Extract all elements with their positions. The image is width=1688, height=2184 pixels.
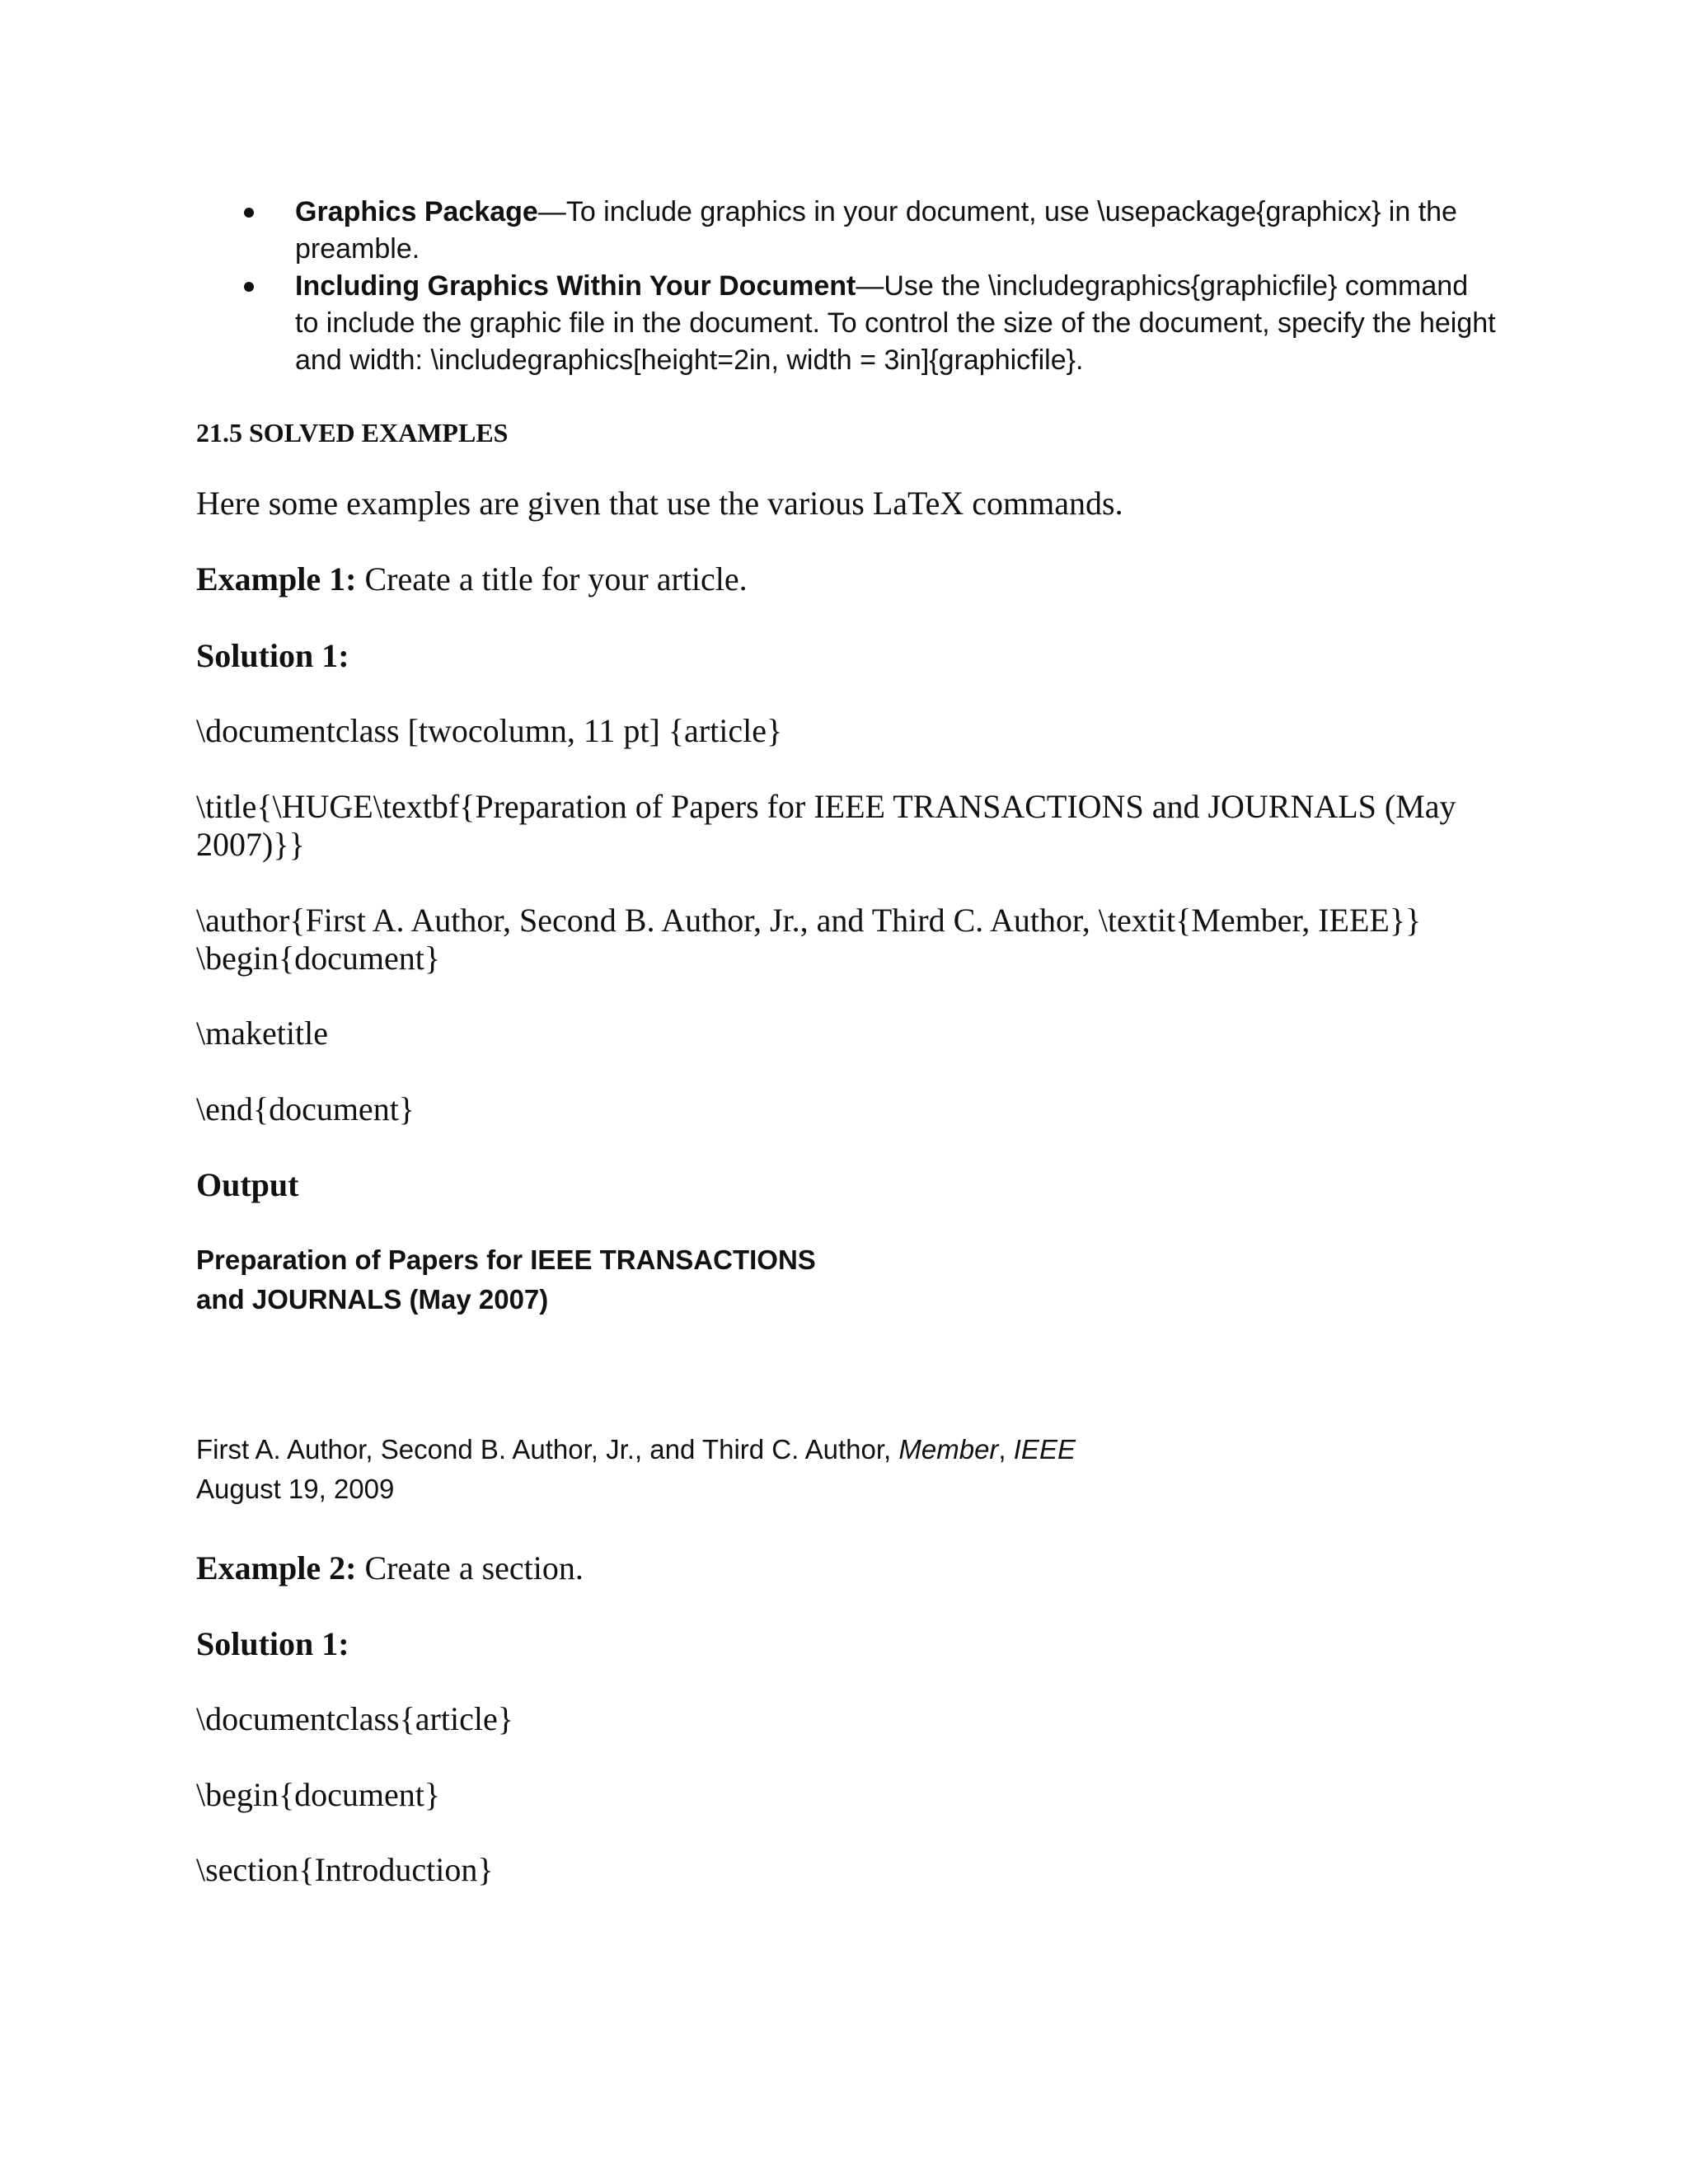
bullet-icon [244, 282, 254, 292]
section-heading: 21.5 SOLVED EXAMPLES [196, 418, 509, 448]
example-text: Create a title for your article. [356, 560, 748, 598]
output-heading: Output [196, 1166, 299, 1203]
code-line: \begin{document} [196, 940, 441, 977]
code-line: \title{\HUGE\textbf{Preparation of Papers for IEEE TRANSACTIONS and JOURNALS (May 2007)}} [196, 788, 1456, 863]
output-title-line: and JOURNALS (May 2007) [196, 1284, 549, 1315]
code-line: \documentclass [twocolumn, 11 pt] {article} [196, 712, 783, 749]
example-2-statement [196, 1549, 584, 1587]
separator-text: , [998, 1434, 1014, 1465]
intro-paragraph: Here some examples are given that use the various LaTeX commands. [196, 485, 1123, 522]
code-line: \begin{document} [196, 1776, 441, 1813]
code-line: \author{First A. Author, Second B. Author, Jr., and Third C. Author, \textit{Member, IEEE}} [196, 902, 1422, 939]
bullet-icon [244, 208, 254, 218]
code-line: \maketitle [196, 1015, 328, 1052]
solution-2-heading: Solution 1: [196, 1625, 349, 1662]
bullet-list [244, 194, 1497, 379]
example-label: Example 2: [196, 1549, 357, 1586]
output-authors [196, 1430, 1076, 1469]
code-line: \documentclass{article} [196, 1700, 513, 1737]
code-line: \end{document} [196, 1090, 415, 1127]
example-1-statement [196, 560, 748, 598]
member-text: Member [898, 1434, 999, 1465]
code-line: \section{Introduction} [196, 1851, 494, 1888]
bullet-item [244, 268, 1497, 379]
solution-1-heading: Solution 1: [196, 637, 349, 674]
bullet-text: —To include graphics in your document, use \usepackage{graphicx} in the preamble. [295, 196, 1457, 265]
bullet-item [244, 194, 1497, 268]
bullet-term: Including Graphics Within Your Document [295, 270, 856, 302]
example-label: Example 1: [196, 560, 357, 598]
output-date: August 19, 2009 [196, 1474, 395, 1504]
authors-text: First A. Author, Second B. Author, Jr., and Third C. Author, [196, 1434, 899, 1465]
output-title-line: Preparation of Papers for IEEE TRANSACTIONS [196, 1244, 816, 1275]
bullet-text: —Use the \includegraphics{graphicfile} command to include the graphic file in the document. To control the size of the document, specify the height and width: \includegraphics[height=2in, width = 3in]{graphicfile}. [295, 270, 1496, 376]
bullet-term: Graphics Package [295, 196, 538, 227]
ieee-text: IEEE [1013, 1434, 1076, 1465]
example-text: Create a section. [356, 1549, 584, 1586]
